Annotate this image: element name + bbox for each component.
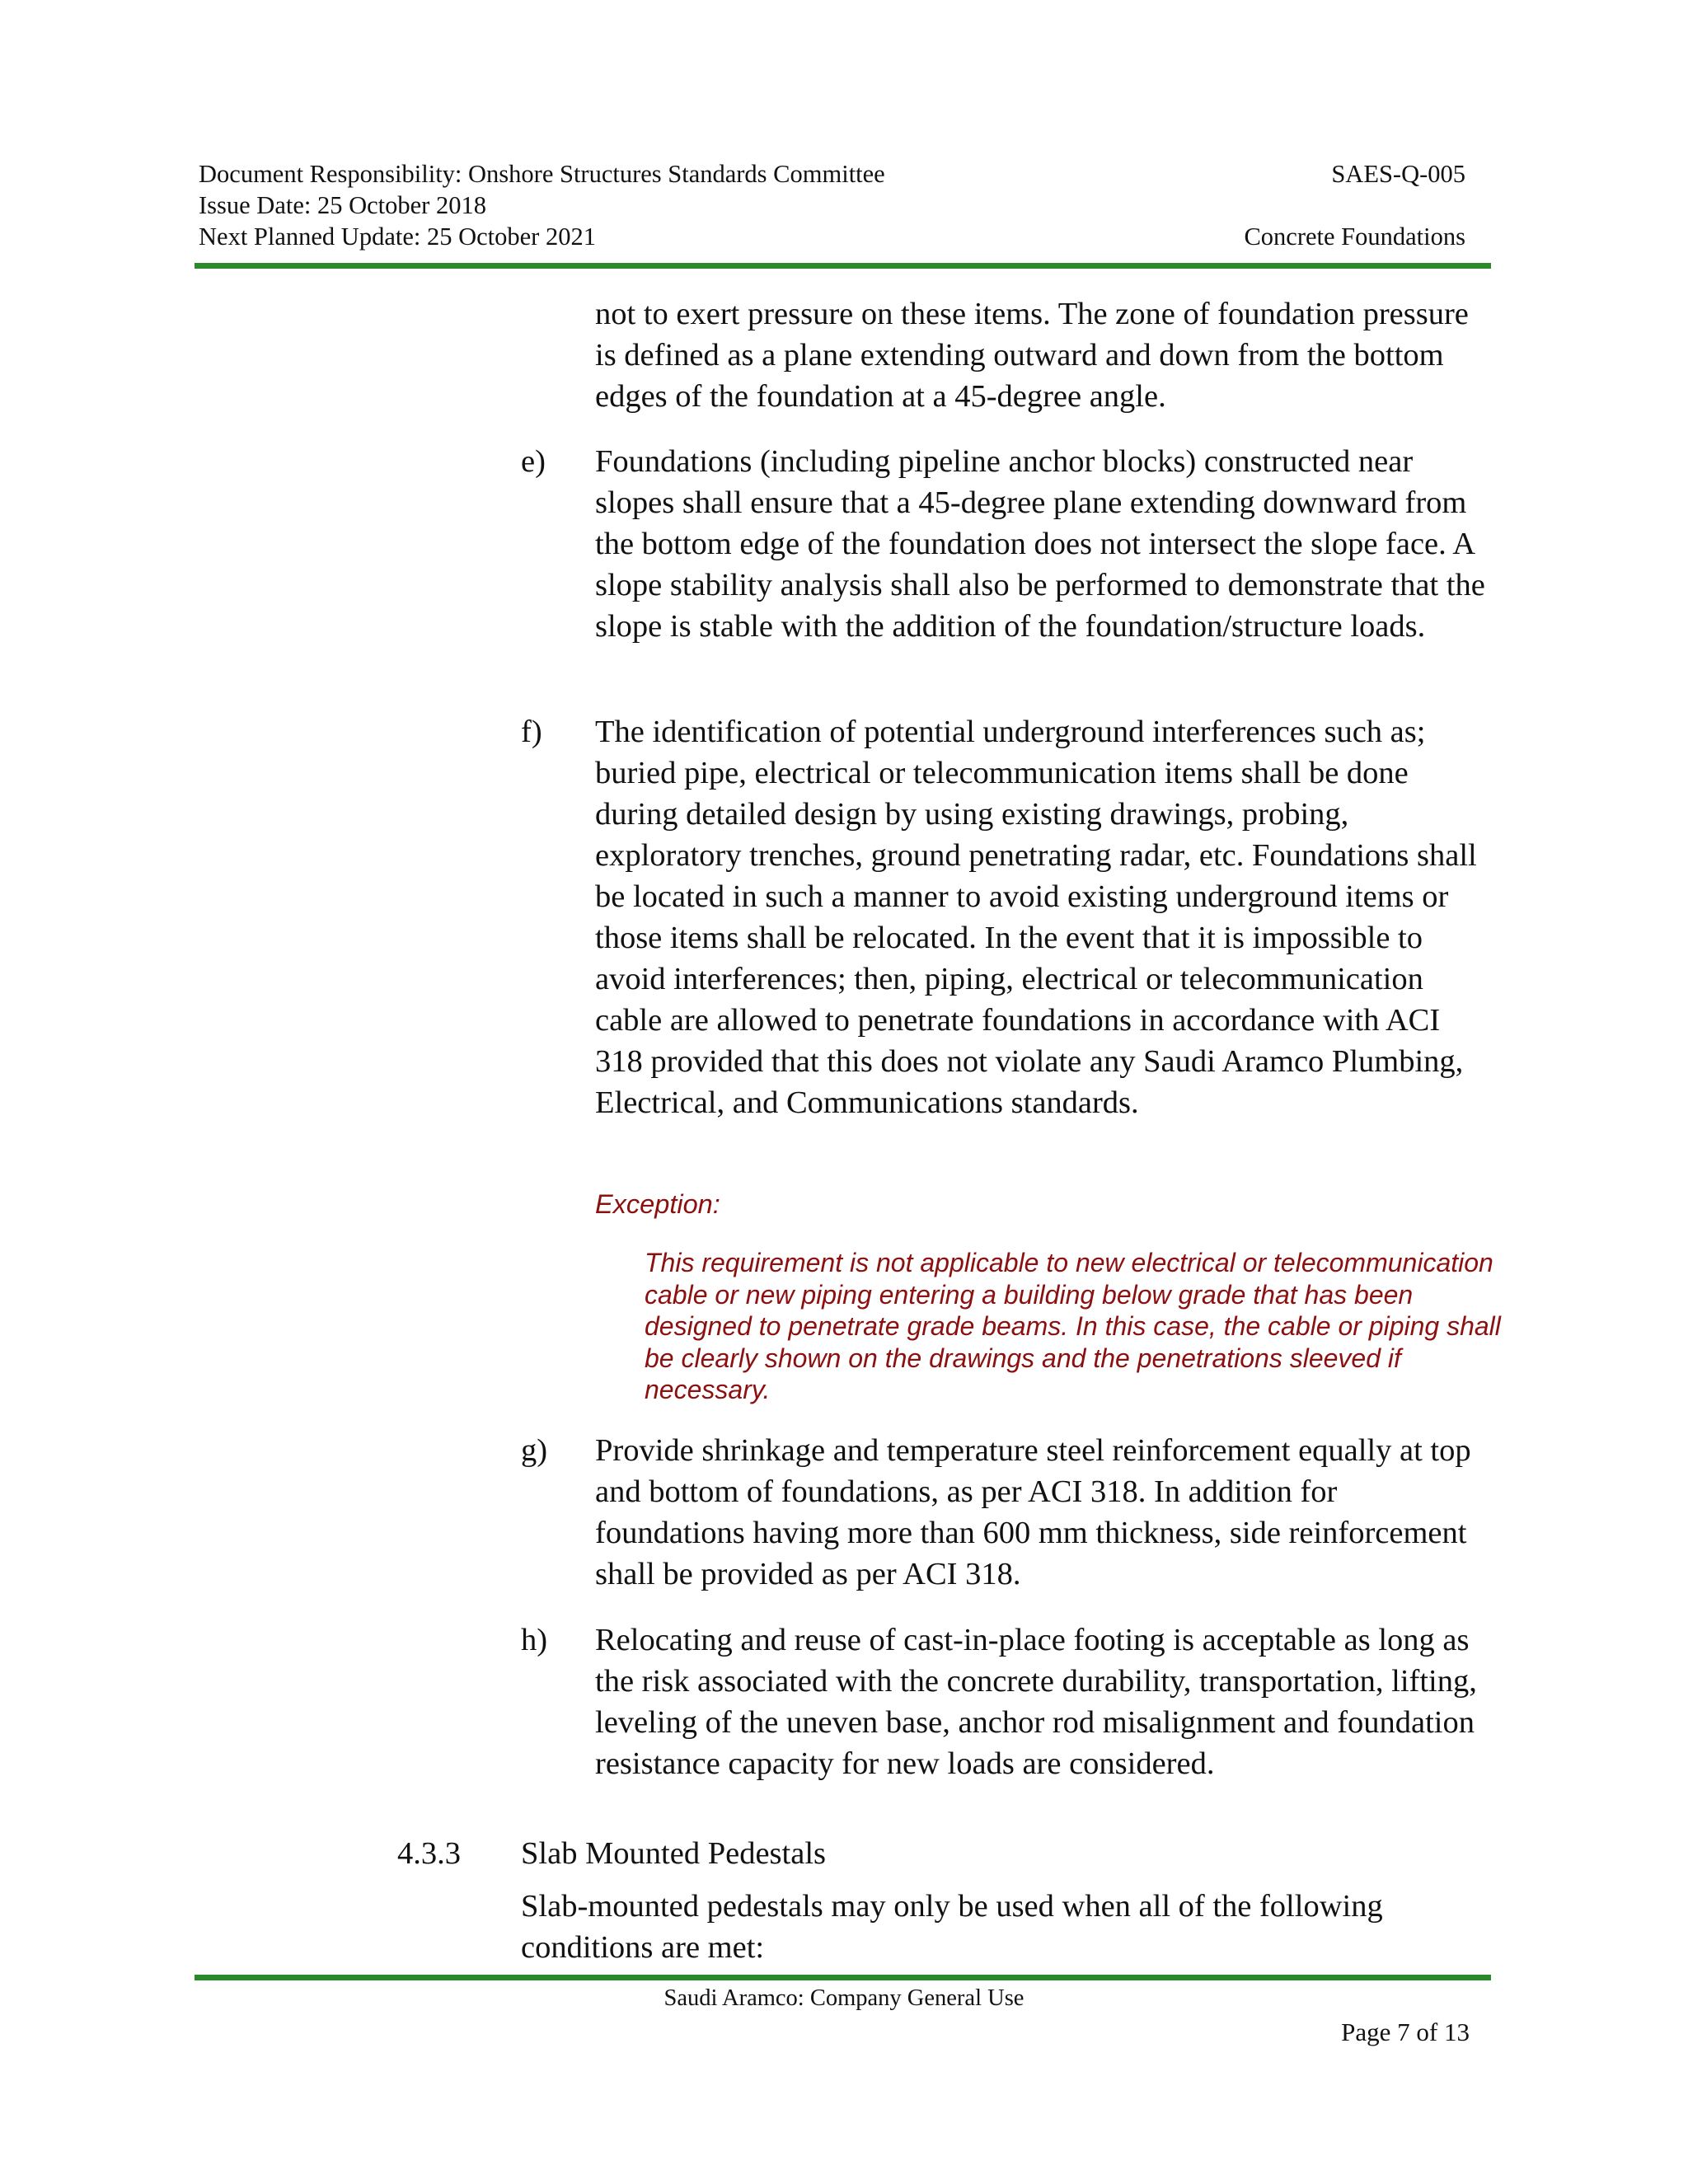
header-divider <box>195 263 1491 269</box>
page-number: Page 7 of 13 <box>1341 2018 1470 2046</box>
item-text-g: Provide shrinkage and temperature steel reinforcement equally at top and bottom of foundations, as per ACI 318. In addition for foundations having more than 600 mm thickness, side reinforcement shall be provided as per ACI 318. <box>595 1433 1471 1591</box>
item-text-f: The identification of potential underground interferences such as; buried pipe, electrical or telecommunication items shall be done during detailed design by using existing drawings, probing, exploratory trenches, ground penetrating radar, etc. Foundations shall be located in such a manner to avoid existing underground items or those items shall be relocated. In the event that it is impossible to avoid interferences; then, piping, electrical or telecommunication cable are allowed to penetrate foundations in accordance with ACI 318 provided that this does not violate any Saudi Aramco Plumbing, Electrical, and Communications standards. <box>595 715 1477 1120</box>
item-text-h: Relocating and reuse of cast-in-place footing is acceptable as long as the risk associated with the concrete durability, transportation, lifting, leveling of the uneven base, anchor rod misalignment and foundation resistance capacity for new loads are considered. <box>595 1623 1477 1781</box>
item-text-e: Foundations (including pipeline anchor blocks) constructed near slopes shall ensure that a 45-degree plane extending downward from the bottom edge of the foundation does not intersect the slope face. A slope stability analysis shall also be performed to demonstrate that the slope is stable with the addition of the foundation/structure loads. <box>595 444 1485 644</box>
document-number: SAES-Q-005 <box>1331 160 1465 188</box>
next-planned-update: Next Planned Update: 25 October 2021 <box>199 223 596 251</box>
item-letter-g: g) <box>521 1433 548 1468</box>
exception-title: Exception: <box>595 1189 720 1219</box>
continuation-paragraph: not to exert pressure on these items. The zone of foundation pressure is defined as a plane extending outward and down from the bottom edges of the foundation at a 45-degree angle. <box>595 297 1469 414</box>
classification-label: Saudi Aramco: Company General Use <box>663 1985 1025 2011</box>
section-number: 4.3.3 <box>397 1836 461 1871</box>
item-letter-f: f) <box>521 715 542 749</box>
section-title: Slab Mounted Pedestals <box>521 1836 826 1871</box>
header-meta <box>199 158 885 252</box>
issue-date: Issue Date: 25 October 2018 <box>199 191 486 219</box>
footer-divider <box>195 1975 1491 1980</box>
exception-text: This requirement is not applicable to new electrical or telecommunication cable or new piping entering a building below grade that has been designed to penetrate grade beams. In this case, the cable or piping shall be clearly shown on the drawings and the penetrations sleeved if necessary. <box>645 1248 1501 1404</box>
item-letter-h: h) <box>521 1623 548 1657</box>
section-paragraph: Slab-mounted pedestals may only be used when all of the following conditions are met: <box>521 1889 1383 1965</box>
document-responsibility: Document Responsibility: Onshore Structures Standards Committee <box>199 160 885 188</box>
document-title: Concrete Foundations <box>1244 223 1465 251</box>
item-letter-e: e) <box>521 444 546 479</box>
